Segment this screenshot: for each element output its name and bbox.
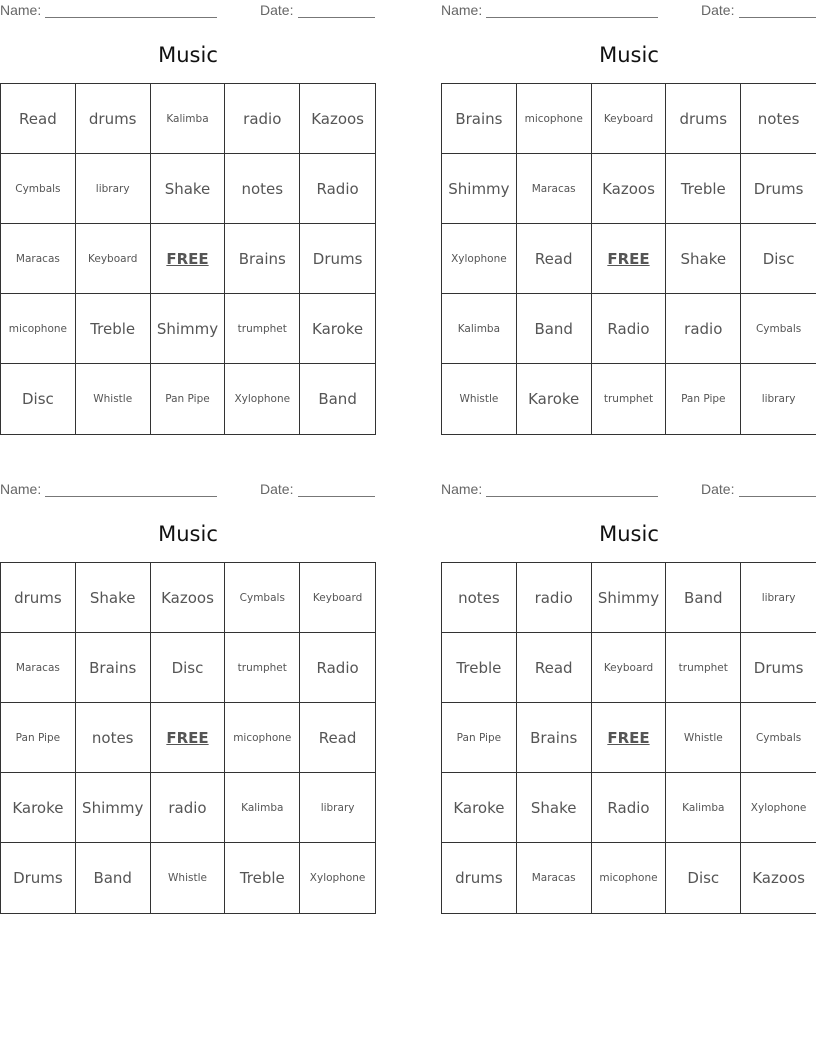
- card-title: Music: [599, 43, 659, 67]
- bingo-cell: Whistle: [151, 843, 226, 913]
- bingo-cell: Shimmy: [442, 154, 517, 224]
- bingo-cell: Read: [300, 703, 375, 773]
- bingo-cell: Read: [517, 633, 592, 703]
- bingo-cell: Band: [666, 563, 741, 633]
- bingo-cell: Shake: [666, 224, 741, 294]
- bingo-cell: micophone: [517, 84, 592, 154]
- bingo-cell: Drums: [741, 154, 816, 224]
- bingo-cell: Shake: [76, 563, 151, 633]
- bingo-cell: Keyboard: [76, 224, 151, 294]
- name-blank: [45, 17, 217, 18]
- bingo-cell: drums: [442, 843, 517, 913]
- date-blank: [739, 496, 816, 497]
- bingo-cell: drums: [666, 84, 741, 154]
- bingo-cell: Pan Pipe: [151, 364, 226, 434]
- bingo-cell: Disc: [666, 843, 741, 913]
- bingo-cell: Drums: [1, 843, 76, 913]
- bingo-cell: Kazoos: [151, 563, 226, 633]
- bingo-cell: Keyboard: [592, 633, 667, 703]
- bingo-cell: Read: [517, 224, 592, 294]
- bingo-cell: Treble: [225, 843, 300, 913]
- bingo-cell: Treble: [442, 633, 517, 703]
- bingo-grid: [0, 83, 376, 435]
- bingo-cell: Keyboard: [592, 84, 667, 154]
- bingo-cell: Kalimba: [442, 294, 517, 364]
- bingo-cell: Kazoos: [752, 869, 805, 887]
- bingo-cell: trumphet: [592, 364, 667, 434]
- bingo-cell: Brains: [442, 84, 517, 154]
- bingo-grid: [0, 562, 376, 914]
- card-title: Music: [158, 522, 218, 546]
- bingo-cell: Shimmy: [592, 563, 667, 633]
- bingo-cell: Whistle: [442, 364, 517, 434]
- bingo-grid: [441, 562, 816, 914]
- bingo-cell: Cymbals: [741, 703, 816, 773]
- bingo-cell: Brains: [76, 633, 151, 703]
- bingo-cell: Treble: [76, 294, 151, 364]
- bingo-cell: trumphet: [225, 633, 300, 703]
- date-label: Date:: [260, 2, 294, 18]
- bingo-cell: Drums: [300, 224, 375, 294]
- bingo-cell: Kazoos: [592, 154, 667, 224]
- bingo-cell: Radio: [300, 154, 375, 224]
- name-blank: [486, 17, 658, 18]
- bingo-card-3: [0, 479, 376, 919]
- bingo-cell: Karoke: [442, 773, 517, 843]
- bingo-cell: Maracas: [517, 154, 592, 224]
- bingo-cell: Kalimba: [666, 773, 741, 843]
- bingo-cell: micophone: [592, 843, 667, 913]
- bingo-cell: micophone: [225, 703, 300, 773]
- bingo-cell: Cymbals: [1, 154, 76, 224]
- bingo-cell: Cymbals: [225, 563, 300, 633]
- bingo-cell: trumphet: [666, 633, 741, 703]
- bingo-cell: Shake: [151, 154, 226, 224]
- date-blank: [298, 17, 375, 18]
- bingo-cell: drums: [1, 563, 76, 633]
- bingo-cell: radio: [225, 84, 300, 154]
- bingo-cell: Brains: [517, 703, 592, 773]
- bingo-cell: Karoke: [300, 294, 375, 364]
- bingo-cell: Whistle: [76, 364, 151, 434]
- name-label: Name:: [0, 481, 42, 497]
- bingo-cell: Maracas: [1, 224, 76, 294]
- name-blank: [486, 496, 658, 497]
- bingo-cell: library: [76, 154, 151, 224]
- card-title: Music: [158, 43, 218, 67]
- bingo-cell: Pan Pipe: [1, 703, 76, 773]
- bingo-cell: library: [300, 773, 375, 843]
- bingo-grid: [441, 83, 816, 435]
- name-label: Name:: [0, 2, 42, 18]
- card-title: Music: [599, 522, 659, 546]
- bingo-cell: Kalimba: [225, 773, 300, 843]
- header-line: [0, 2, 376, 20]
- date-label: Date:: [701, 481, 735, 497]
- date-blank: [739, 17, 816, 18]
- bingo-cell: Kalimba: [151, 84, 226, 154]
- date-label: Date:: [260, 481, 294, 497]
- date-blank: [298, 496, 375, 497]
- bingo-cell: Xylophone: [225, 364, 300, 434]
- name-blank: [45, 496, 217, 497]
- free-space: FREE: [592, 703, 667, 773]
- bingo-card-2: [441, 0, 816, 440]
- free-space: FREE: [592, 224, 667, 294]
- bingo-cell: notes: [76, 703, 151, 773]
- bingo-cell: micophone: [1, 294, 76, 364]
- bingo-cell: Band: [318, 390, 357, 408]
- bingo-cell: Pan Pipe: [666, 364, 741, 434]
- bingo-cell: radio: [666, 294, 741, 364]
- header-line: [0, 481, 376, 499]
- bingo-cell: Shimmy: [151, 294, 226, 364]
- bingo-cell: Band: [517, 294, 592, 364]
- bingo-cell: Disc: [151, 633, 226, 703]
- bingo-cell: Drums: [741, 633, 816, 703]
- bingo-cell: Disc: [1, 364, 76, 434]
- bingo-cell: Read: [1, 84, 76, 154]
- bingo-cell: Cymbals: [741, 294, 816, 364]
- name-label: Name:: [441, 2, 483, 18]
- bingo-cell: Keyboard: [300, 563, 375, 633]
- free-space: FREE: [151, 703, 226, 773]
- free-space: FREE: [151, 224, 226, 294]
- bingo-cell: Radio: [592, 773, 667, 843]
- bingo-cell: drums: [76, 84, 151, 154]
- bingo-cell: Radio: [300, 633, 375, 703]
- bingo-cell: Shake: [517, 773, 592, 843]
- bingo-cell: Pan Pipe: [442, 703, 517, 773]
- bingo-cell: Band: [76, 843, 151, 913]
- bingo-cell: Radio: [592, 294, 667, 364]
- bingo-cell: trumphet: [225, 294, 300, 364]
- bingo-cell: Treble: [666, 154, 741, 224]
- bingo-cell: radio: [151, 773, 226, 843]
- bingo-cell: Maracas: [1, 633, 76, 703]
- bingo-cell: Whistle: [666, 703, 741, 773]
- bingo-cell: Brains: [225, 224, 300, 294]
- bingo-cell: radio: [517, 563, 592, 633]
- name-label: Name:: [441, 481, 483, 497]
- bingo-cell: Xylophone: [442, 224, 517, 294]
- bingo-cell: Karoke: [517, 364, 592, 434]
- bingo-cell: library: [761, 393, 796, 405]
- bingo-cell: Disc: [741, 224, 816, 294]
- bingo-cell: notes: [225, 154, 300, 224]
- bingo-card-1: [0, 0, 376, 440]
- bingo-cell: Karoke: [1, 773, 76, 843]
- bingo-cell: Shimmy: [76, 773, 151, 843]
- header-line: [441, 2, 816, 20]
- bingo-cell: Xylophone: [309, 872, 366, 884]
- bingo-card-4: [441, 479, 816, 919]
- bingo-cell: notes: [741, 84, 816, 154]
- bingo-cell: notes: [442, 563, 517, 633]
- bingo-cell: Xylophone: [741, 773, 816, 843]
- bingo-cell: Kazoos: [300, 84, 375, 154]
- date-label: Date:: [701, 2, 735, 18]
- bingo-cell: Maracas: [517, 843, 592, 913]
- header-line: [441, 481, 816, 499]
- bingo-cell: library: [741, 563, 816, 633]
